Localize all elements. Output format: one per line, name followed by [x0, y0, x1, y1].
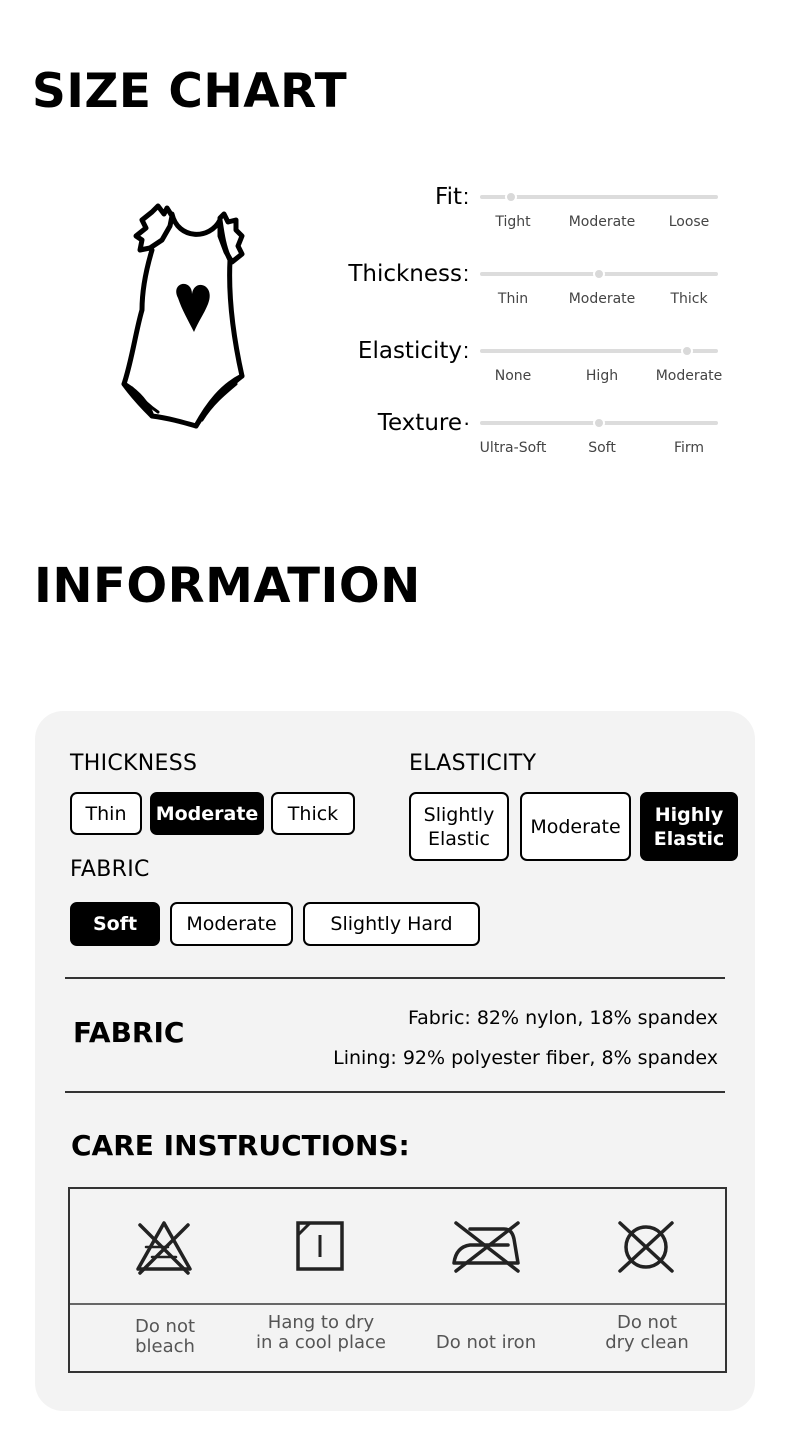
bodysuit-illustration — [112, 200, 272, 435]
line-dry-shade-icon — [288, 1217, 352, 1277]
attribute-tick-label: Ultra-Soft — [479, 440, 547, 456]
divider — [65, 977, 725, 979]
attribute-row-texture — [300, 410, 740, 470]
attribute-slider-track — [480, 421, 718, 425]
attribute-tick-labels — [468, 214, 738, 234]
attribute-tick-labels — [468, 440, 738, 460]
elasticity-option-moderate[interactable]: Moderate — [520, 792, 631, 861]
information-card — [35, 711, 755, 1411]
attribute-tick-label: Moderate — [655, 368, 723, 384]
fabric-option-slightly-hard[interactable]: Slightly Hard — [303, 902, 480, 946]
size-chart-title: SIZE CHART — [32, 64, 348, 119]
attribute-label: Elasticity — [357, 338, 462, 364]
care-text-no-bleach: Do not bleach — [134, 1316, 196, 1357]
attribute-slider-knob — [681, 345, 693, 357]
attribute-row-fit — [300, 184, 740, 244]
attribute-slider-knob — [505, 191, 517, 203]
no-iron-icon — [450, 1217, 524, 1277]
thickness-option-thick[interactable]: Thick — [271, 792, 355, 835]
care-text-hang-dry: Hang to dry in a cool place — [256, 1312, 386, 1353]
attribute-colon: : — [463, 261, 470, 286]
attribute-label: Thickness — [348, 261, 462, 287]
attribute-tick-label: High — [585, 368, 619, 384]
attribute-tick-label: Thin — [497, 291, 529, 307]
elasticity-option-slightly-elastic[interactable]: Slightly Elastic — [409, 792, 509, 861]
attribute-row-elasticity — [300, 338, 740, 398]
attribute-tick-labels — [468, 368, 738, 388]
attribute-tick-label: Tight — [495, 214, 531, 230]
attribute-colon: · — [463, 410, 471, 435]
fabric-option-soft[interactable]: Soft — [70, 902, 160, 946]
attribute-slider-knob — [593, 417, 605, 429]
care-instructions-heading: CARE INSTRUCTIONS: — [71, 1129, 410, 1162]
attribute-tick-label: Soft — [588, 440, 616, 456]
attribute-tick-label: Loose — [668, 214, 710, 230]
fabric-option-moderate[interactable]: Moderate — [170, 902, 293, 946]
attribute-colon: : — [463, 184, 470, 209]
elasticity-option-highly-elastic[interactable]: Highly Elastic — [640, 792, 738, 861]
attribute-label: Fit — [435, 184, 462, 210]
attribute-slider-knob — [593, 268, 605, 280]
attribute-tick-label: Thick — [670, 291, 708, 307]
attribute-tick-label: Moderate — [568, 291, 636, 307]
attribute-label: Texture — [377, 410, 462, 436]
care-table — [68, 1187, 727, 1373]
lining-composition: Lining: 92% polyester fiber, 8% spandex — [333, 1047, 718, 1069]
attribute-slider-track — [480, 272, 718, 276]
thickness-option-thin[interactable]: Thin — [70, 792, 142, 835]
divider — [65, 1091, 725, 1093]
no-bleach-icon — [132, 1217, 196, 1277]
elasticity-label: ELASTICITY — [409, 751, 537, 776]
fabric-feel-label: FABRIC — [70, 857, 150, 882]
care-text-no-iron: Do not iron — [435, 1332, 537, 1353]
attribute-row-thickness — [300, 261, 740, 321]
attribute-colon: : — [463, 338, 470, 363]
care-text-no-dry-clean: Do not dry clean — [605, 1312, 689, 1353]
thickness-option-moderate[interactable]: Moderate — [150, 792, 264, 835]
fabric-composition: Fabric: 82% nylon, 18% spandex — [407, 1007, 718, 1029]
attribute-tick-label: Moderate — [568, 214, 636, 230]
thickness-label: THICKNESS — [70, 751, 198, 776]
no-dry-clean-icon — [614, 1217, 678, 1277]
attribute-tick-label: Firm — [673, 440, 705, 456]
fabric-heading: FABRIC — [73, 1016, 185, 1049]
information-title: INFORMATION — [34, 558, 421, 614]
attribute-tick-label: None — [494, 368, 532, 384]
attribute-slider-track — [480, 195, 718, 199]
attribute-slider-track — [480, 349, 718, 353]
attribute-tick-labels — [468, 291, 738, 311]
care-divider — [70, 1303, 725, 1305]
